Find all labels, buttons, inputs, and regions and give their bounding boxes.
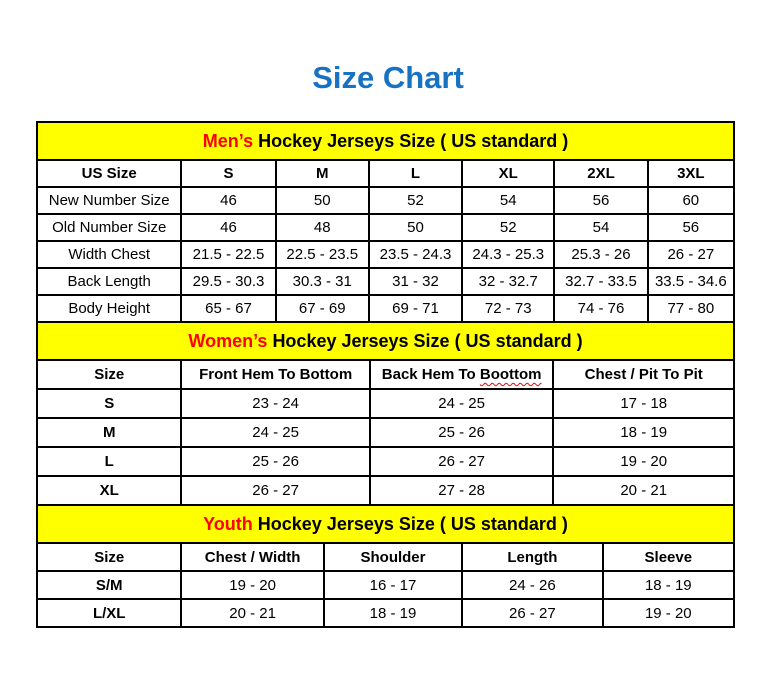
row-label: New Number Size (37, 187, 181, 214)
row-label: Body Height (37, 295, 181, 322)
cell-value: 33.5 - 34.6 (648, 268, 734, 295)
cell-value: 52 (462, 214, 554, 241)
cell-value: 20 - 21 (181, 599, 323, 627)
cell-value: 26 - 27 (462, 599, 602, 627)
column-header: Chest / Width (181, 543, 323, 571)
cell-value: 24 - 25 (181, 418, 370, 447)
mens-size-table (36, 121, 735, 323)
mens-header-row (37, 160, 734, 187)
womens-size-table (36, 321, 735, 506)
cell-value: 23.5 - 24.3 (369, 241, 462, 268)
youth-band-title (37, 505, 734, 543)
womens-band-row (37, 322, 734, 360)
cell-value: 65 - 67 (181, 295, 275, 322)
cell-value: 26 - 27 (370, 447, 554, 476)
column-header: Size (37, 543, 181, 571)
cell-value: 26 - 27 (648, 241, 734, 268)
cell-value: 46 (181, 214, 275, 241)
column-header: US Size (37, 160, 181, 187)
column-header: Size (37, 360, 181, 389)
cell-value: 72 - 73 (462, 295, 554, 322)
row-label: XL (37, 476, 181, 505)
column-header: Front Hem To Bottom (181, 360, 370, 389)
column-header: S (181, 160, 275, 187)
cell-value: 67 - 69 (276, 295, 369, 322)
cell-value: 52 (369, 187, 462, 214)
cell-value: 17 - 18 (553, 389, 734, 418)
cell-value: 50 (276, 187, 369, 214)
column-header: M (276, 160, 369, 187)
cell-value: 26 - 27 (181, 476, 370, 505)
womens-band-title (37, 322, 734, 360)
womens-header-row (37, 360, 734, 389)
youth-header-row (37, 543, 734, 571)
cell-value: 46 (181, 187, 275, 214)
table-row (37, 389, 734, 418)
page-title: Size Chart (312, 60, 464, 95)
cell-value: 18 - 19 (603, 571, 734, 599)
cell-value: 24.3 - 25.3 (462, 241, 554, 268)
row-label: Width Chest (37, 241, 181, 268)
cell-value: 74 - 76 (554, 295, 647, 322)
cell-value: 19 - 20 (553, 447, 734, 476)
cell-value: 56 (554, 187, 647, 214)
cell-value: 21.5 - 22.5 (181, 241, 275, 268)
column-header: Sleeve (603, 543, 734, 571)
cell-value: 48 (276, 214, 369, 241)
youth-size-table (36, 504, 735, 628)
womens-band-rest: Hockey Jerseys Size ( US standard ) (272, 330, 583, 351)
cell-value: 18 - 19 (324, 599, 462, 627)
cell-value: 32.7 - 33.5 (554, 268, 647, 295)
mens-band-title (37, 122, 734, 160)
cell-value: 31 - 32 (369, 268, 462, 295)
table-row (37, 571, 734, 599)
column-header: Shoulder (324, 543, 462, 571)
table-row (37, 187, 734, 214)
column-header: 3XL (648, 160, 734, 187)
table-row (37, 418, 734, 447)
row-label: M (37, 418, 181, 447)
cell-value: 20 - 21 (553, 476, 734, 505)
tables-container (36, 121, 735, 628)
youth-band-rest: Hockey Jerseys Size ( US standard ) (257, 513, 568, 534)
youth-band-row (37, 505, 734, 543)
table-row (37, 599, 734, 627)
table-row (37, 214, 734, 241)
cell-value: 60 (648, 187, 734, 214)
cell-value: 50 (369, 214, 462, 241)
row-label: Old Number Size (37, 214, 181, 241)
table-row (37, 241, 734, 268)
table-row (37, 447, 734, 476)
misspelled-word: Boottom (479, 366, 542, 383)
cell-value: 19 - 20 (603, 599, 734, 627)
cell-value: 32 - 32.7 (462, 268, 554, 295)
cell-value: 25 - 26 (181, 447, 370, 476)
column-header: Chest / Pit To Pit (553, 360, 734, 389)
cell-value: 19 - 20 (181, 571, 323, 599)
row-label: L (37, 447, 181, 476)
row-label: L/XL (37, 599, 181, 627)
cell-value: 77 - 80 (648, 295, 734, 322)
column-header (370, 360, 554, 389)
table-row (37, 476, 734, 505)
table-row (37, 268, 734, 295)
cell-value: 30.3 - 31 (276, 268, 369, 295)
cell-value: 27 - 28 (370, 476, 554, 505)
mens-band-row (37, 122, 734, 160)
cell-value: 69 - 71 (369, 295, 462, 322)
row-label: Back Length (37, 268, 181, 295)
column-header: Length (462, 543, 602, 571)
cell-value: 29.5 - 30.3 (181, 268, 275, 295)
cell-value: 25.3 - 26 (554, 241, 647, 268)
row-label: S/M (37, 571, 181, 599)
cell-value: 18 - 19 (553, 418, 734, 447)
cell-value: 56 (648, 214, 734, 241)
row-label: S (37, 389, 181, 418)
cell-value: 25 - 26 (370, 418, 554, 447)
cell-value: 16 - 17 (324, 571, 462, 599)
cell-value: 54 (462, 187, 554, 214)
column-header-prefix: Back Hem To (381, 366, 476, 383)
youth-band-highlight: Youth (203, 513, 253, 534)
column-header: 2XL (554, 160, 647, 187)
cell-value: 23 - 24 (181, 389, 370, 418)
mens-band-rest: Hockey Jerseys Size ( US standard ) (258, 130, 569, 151)
cell-value: 54 (554, 214, 647, 241)
cell-value: 24 - 25 (370, 389, 554, 418)
cell-value: 22.5 - 23.5 (276, 241, 369, 268)
column-header: L (369, 160, 462, 187)
column-header: XL (462, 160, 554, 187)
table-row (37, 295, 734, 322)
womens-band-highlight: Women’s (188, 330, 268, 351)
mens-band-highlight: Men’s (202, 130, 254, 151)
cell-value: 24 - 26 (462, 571, 602, 599)
